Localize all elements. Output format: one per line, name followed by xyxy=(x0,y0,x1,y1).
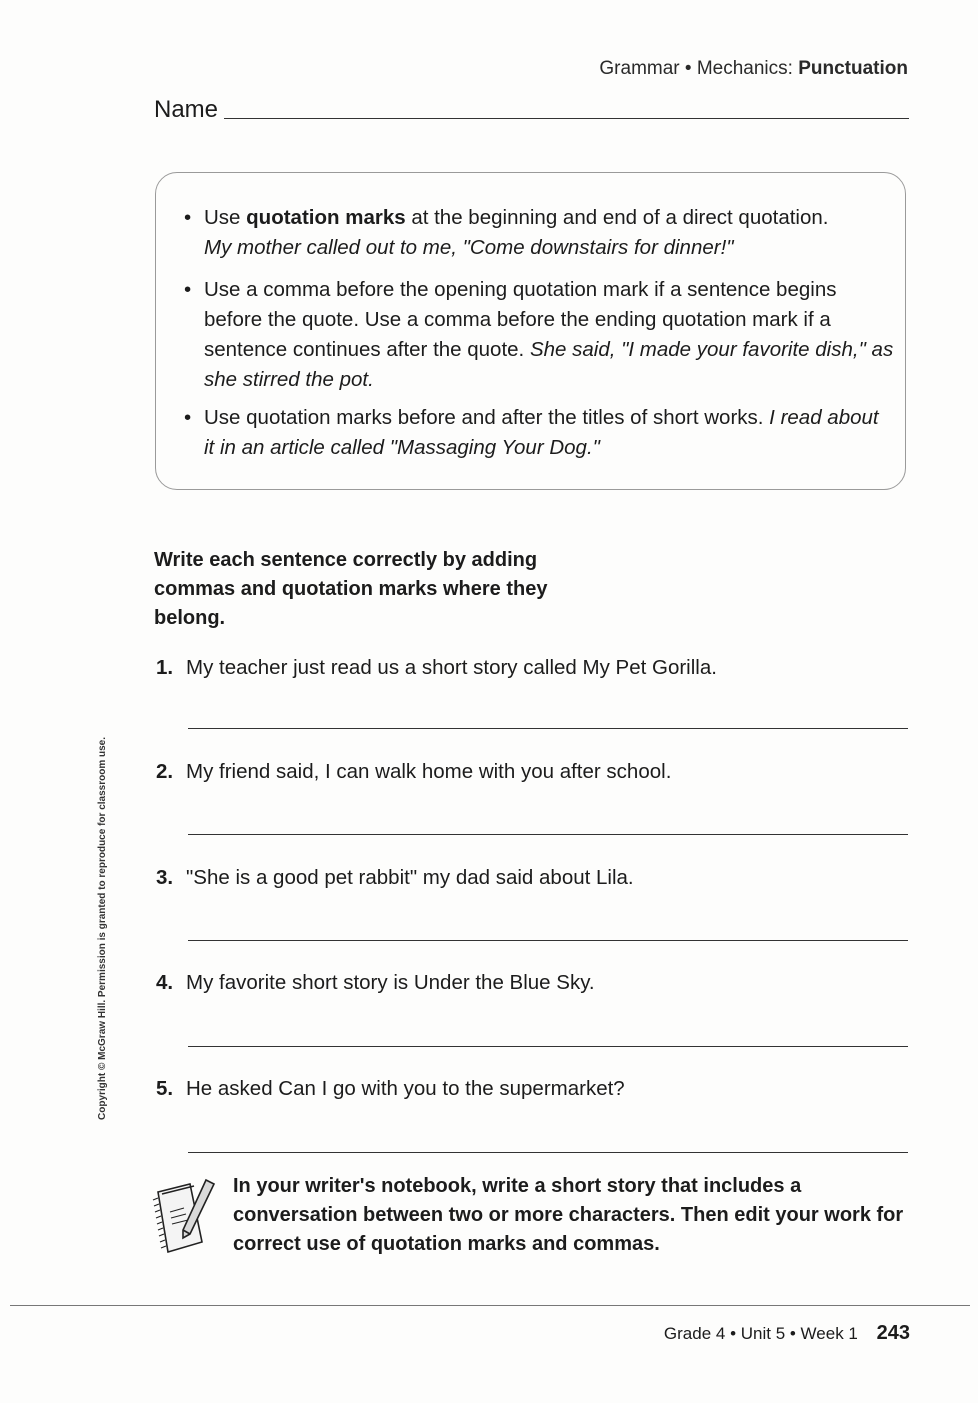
notebook-pencil-icon xyxy=(150,1172,220,1262)
page-footer xyxy=(664,1322,910,1345)
footer-divider xyxy=(10,1305,970,1306)
rule-item: • Use a comma before the opening quotation mark if a sentence begins before the quote. Use a comma before the ending quotation mark if a sentence continues after the quote. She said, "I made your favorite dish," as she stirred the pot. xyxy=(204,275,894,395)
copyright-notice: Copyright © McGraw Hill. Permission is granted to reproduce for classroom use. xyxy=(97,736,108,1120)
rule-example: My mother called out to me, "Come downstairs for dinner!" xyxy=(204,236,734,259)
rule-example: I read about it in an article called "Massaging Your Dog." xyxy=(204,406,879,459)
name-field[interactable] xyxy=(154,96,909,130)
header-subject xyxy=(599,58,908,80)
rule-item: • Use quotation marks at the beginning and end of a direct quotation. My mother called out to me, "Come downstairs for dinner!" xyxy=(204,203,894,263)
question-text: He asked Can I go with you to the supermarket? xyxy=(186,1077,625,1100)
page-number: 243 xyxy=(876,1322,910,1344)
name-line[interactable] xyxy=(224,118,909,119)
answer-line[interactable] xyxy=(188,728,908,729)
bullet: • xyxy=(184,278,192,301)
rules-box xyxy=(155,172,906,490)
question-text: My friend said, I can walk home with you after school. xyxy=(186,760,672,783)
question-number: 4. xyxy=(156,971,174,994)
question-text: My teacher just read us a short story called My Pet Gorilla. xyxy=(186,656,717,679)
rule-keyword: quotation marks xyxy=(246,206,406,229)
name-label: Name xyxy=(154,96,219,123)
bullet: • xyxy=(184,206,192,229)
grade-info: Grade 4 • Unit 5 • Week 1 xyxy=(663,1324,858,1343)
instructions: Write each sentence correctly by adding commas and quotation marks where they belong. xyxy=(154,549,548,629)
writers-notebook-prompt: In your writer's notebook, write a short story that includes a conversation between two or more characters. Then edit your work for correct use of quotation marks and commas. xyxy=(233,1175,904,1255)
subject-label: Grammar • Mechanics: xyxy=(599,58,793,79)
question-number: 2. xyxy=(156,760,174,783)
rule-item: • Use quotation marks before and after the titles of short works. I read about it in an article called "Massaging Your Dog." xyxy=(204,403,894,463)
answer-line[interactable] xyxy=(188,940,908,941)
rule-example: She said, "I made your favorite dish," as she stirred the pot. xyxy=(204,338,894,391)
answer-line[interactable] xyxy=(188,834,908,835)
question-number: 5. xyxy=(156,1077,174,1100)
bullet: • xyxy=(184,406,192,429)
question-text: "She is a good pet rabbit" my dad said about Lila. xyxy=(186,866,634,889)
question-text: My favorite short story is Under the Blue Sky. xyxy=(186,971,595,994)
question-number: 1. xyxy=(156,656,174,679)
question-number: 3. xyxy=(156,866,174,889)
answer-line[interactable] xyxy=(188,1152,908,1153)
topic-label: Punctuation xyxy=(798,58,908,79)
answer-line[interactable] xyxy=(188,1046,908,1047)
